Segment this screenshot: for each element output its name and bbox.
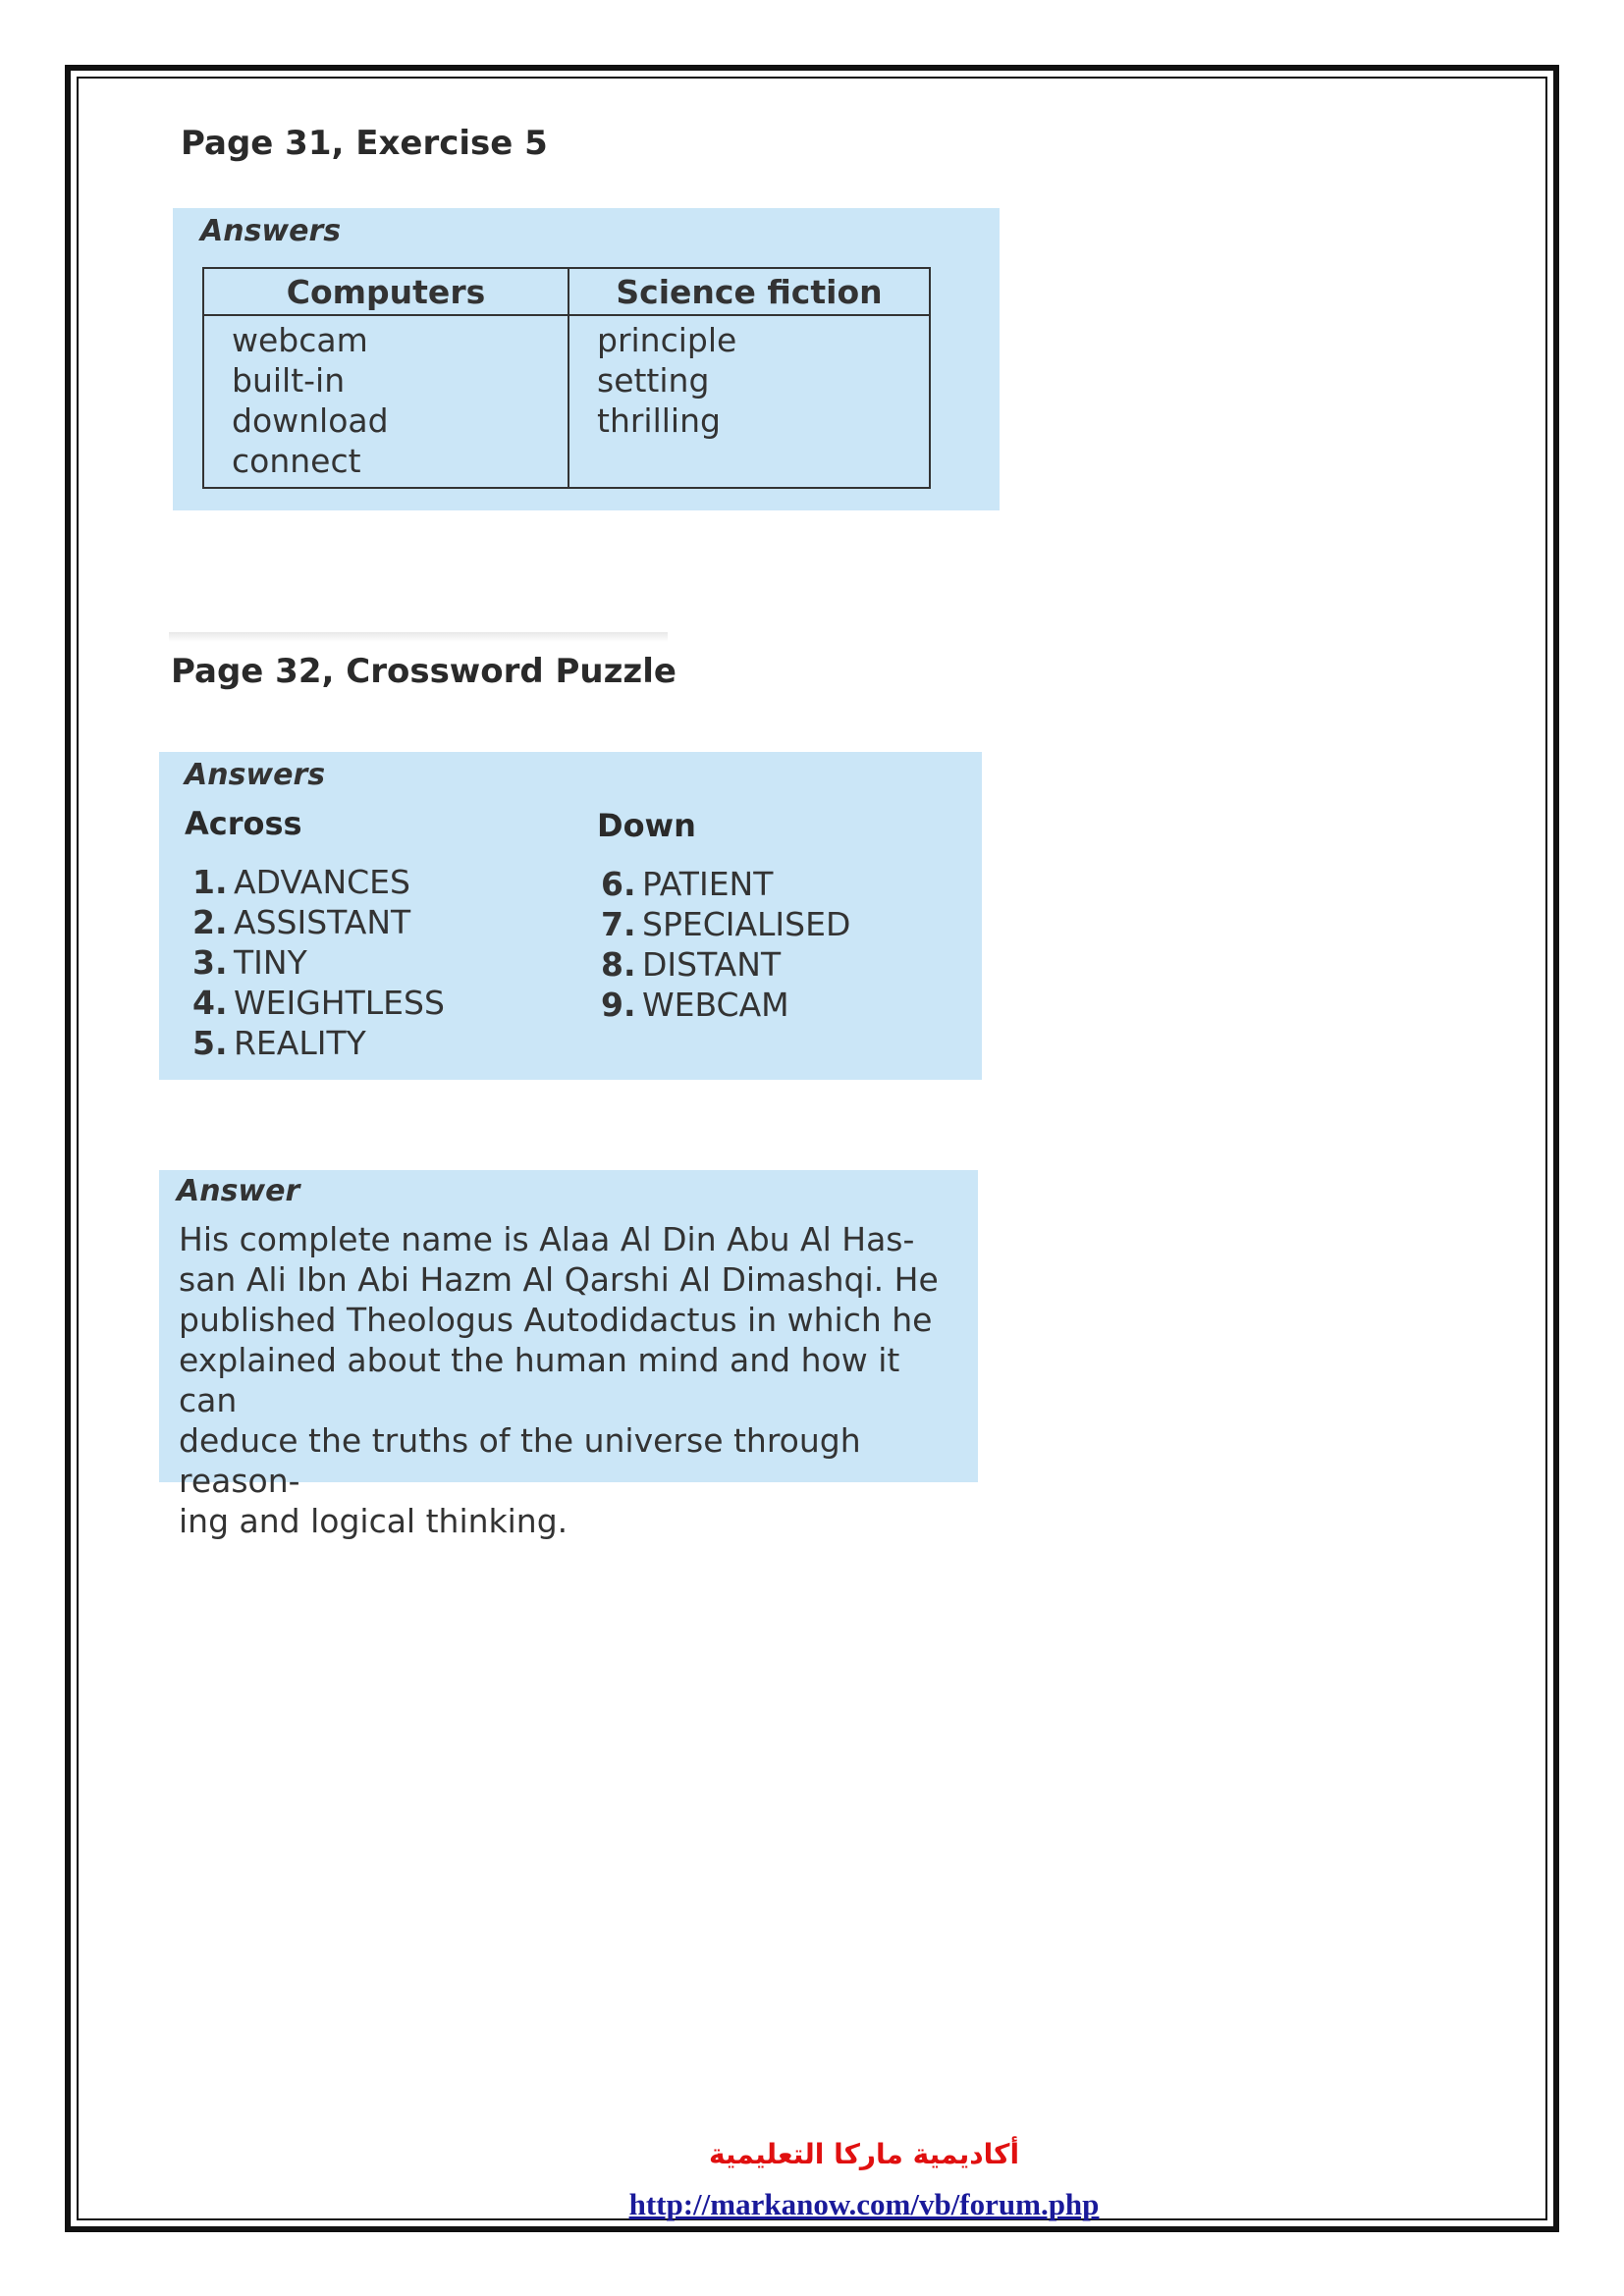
- paragraph-line: deduce the truths of the universe through reason-: [179, 1421, 861, 1500]
- clue-answer: SPECIALISED: [642, 905, 851, 943]
- crossword-heading: Page 32, Crossword Puzzle: [171, 652, 677, 691]
- clue-number: 4.: [192, 984, 228, 1022]
- clue-answer: WEBCAM: [642, 986, 789, 1024]
- clue-number: 5.: [192, 1024, 228, 1062]
- across-title: Across: [185, 805, 302, 842]
- heading-shadow-divider: [169, 632, 668, 642]
- clue-number: 7.: [601, 905, 636, 943]
- list-item: [601, 904, 850, 944]
- list-item: [601, 944, 850, 985]
- clue-answer: TINY: [234, 943, 307, 982]
- list-item: [192, 862, 445, 902]
- down-title: Down: [597, 807, 696, 844]
- list-item: [192, 983, 445, 1023]
- clue-number: 6.: [601, 865, 636, 903]
- list-item: [192, 1023, 445, 1063]
- column-header-science-fiction: Science fiction: [568, 268, 930, 315]
- clue-number: 2.: [192, 903, 228, 941]
- list-item: [192, 902, 445, 942]
- list-item: thrilling: [597, 401, 721, 440]
- biography-paragraph: [179, 1219, 964, 1541]
- list-item: connect: [232, 442, 361, 480]
- clue-answer: REALITY: [234, 1024, 366, 1062]
- down-list: [601, 864, 850, 1025]
- list-item: download: [232, 401, 389, 440]
- list-item: [601, 864, 850, 904]
- paragraph-line: san Ali Ibn Abi Hazm Al Qarshi Al Dimashqi. He: [179, 1260, 939, 1299]
- clue-number: 8.: [601, 945, 636, 984]
- clue-answer: ADVANCES: [234, 863, 410, 901]
- clue-number: 9.: [601, 986, 636, 1024]
- answers-table: [202, 267, 931, 489]
- clue-answer: WEIGHTLESS: [234, 984, 445, 1022]
- crossword-answer-box: [159, 752, 982, 1080]
- list-item: built-in: [232, 361, 346, 400]
- list-item: webcam: [232, 321, 368, 359]
- paragraph-line: ing and logical thinking.: [179, 1502, 568, 1540]
- answers-label: Answers: [185, 758, 326, 792]
- science-fiction-cell: [568, 315, 930, 488]
- computers-cell: [203, 315, 568, 488]
- biography-answer-box: [159, 1170, 978, 1540]
- paragraph-line: His complete name is Alaa Al Din Abu Al Has-: [179, 1220, 915, 1258]
- paragraph-line: published Theologus Autodidactus in which he: [179, 1301, 933, 1339]
- list-item: principle: [597, 321, 737, 359]
- paragraph-line: explained about the human mind and how it can: [179, 1341, 900, 1419]
- footer-forum-link[interactable]: http://markanow.com/vb/forum.php: [628, 2187, 1100, 2221]
- exercise5-heading: Page 31, Exercise 5: [181, 124, 548, 163]
- list-item: [601, 985, 850, 1025]
- footer-academy-name: أكاديمية ماركا التعليمية: [708, 2138, 1020, 2170]
- answers-label: Answers: [200, 214, 342, 248]
- column-header-computers: Computers: [203, 268, 568, 315]
- clue-answer: PATIENT: [642, 865, 774, 903]
- list-item: setting: [597, 361, 710, 400]
- exercise5-answer-box: [173, 208, 1000, 510]
- clue-number: 3.: [192, 943, 228, 982]
- clue-answer: ASSISTANT: [234, 903, 411, 941]
- clue-number: 1.: [192, 863, 228, 901]
- list-item: [192, 942, 445, 983]
- clue-answer: DISTANT: [642, 945, 782, 984]
- answer-label: Answer: [177, 1174, 300, 1208]
- across-list: [192, 862, 445, 1063]
